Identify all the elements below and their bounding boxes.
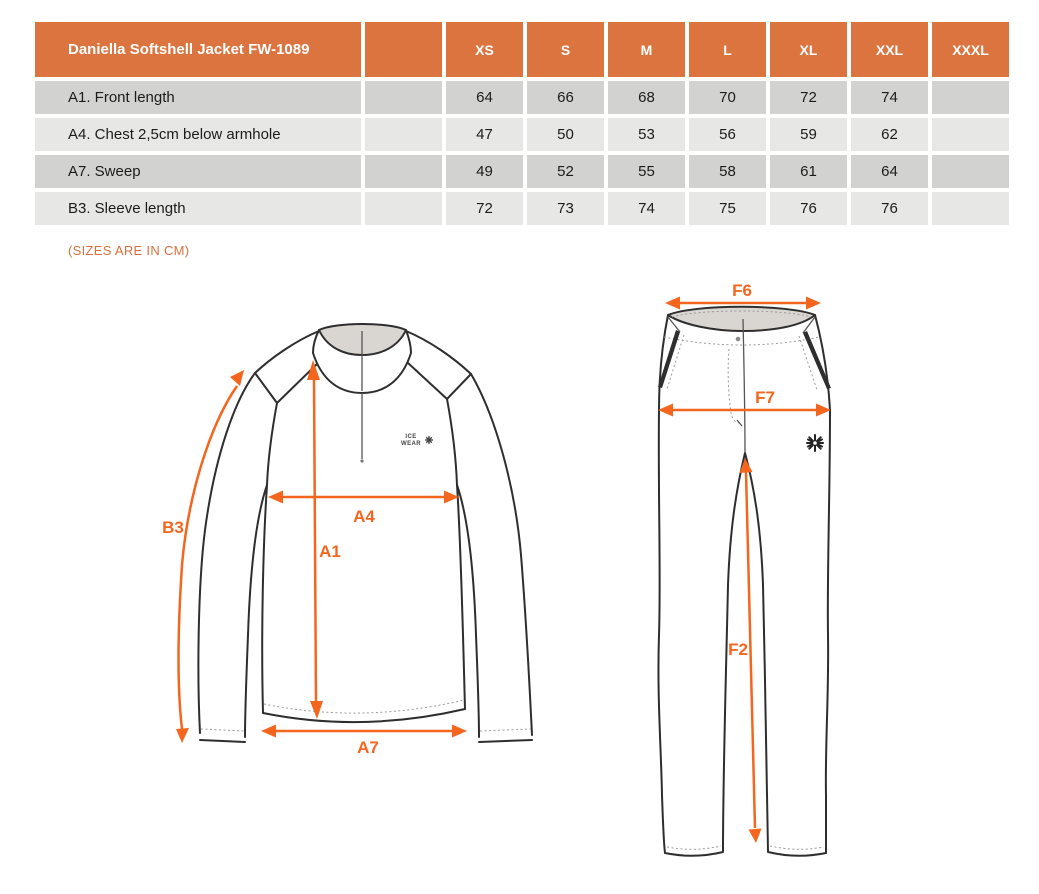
a4-label: A4 (353, 507, 375, 526)
spacer-cell (365, 155, 442, 188)
right-cuff-edge (479, 740, 532, 742)
icewear-logo (401, 434, 433, 447)
left-shoulder-panel-seam (255, 364, 317, 403)
left-shoulder-line (255, 331, 319, 373)
size-table (35, 22, 1009, 225)
value-cell: 76 (770, 192, 847, 225)
a7-label: A7 (357, 738, 379, 757)
left-hem (665, 852, 723, 856)
right-outer-leg (826, 410, 830, 853)
a7-arrow (261, 725, 467, 738)
left-sleeve-inner (245, 485, 267, 737)
fly-stitch (728, 349, 739, 423)
body-right-side (457, 485, 465, 709)
waist-opening (668, 307, 815, 331)
pants-measurement-diagram (615, 275, 1039, 880)
a4-arrow (268, 491, 459, 504)
value-cell: 49 (446, 155, 523, 188)
right-sleeve-inner (457, 485, 479, 737)
hem-line (263, 709, 465, 722)
spacer-cell (365, 118, 442, 151)
spacer-cell (365, 81, 442, 114)
spacer-cell (365, 192, 442, 225)
value-cell: 58 (689, 155, 766, 188)
row-label-chest: A4. Chest 2,5cm below armhole (35, 118, 361, 151)
svg-text:WEAR: WEAR (401, 441, 421, 447)
value-cell (932, 155, 1009, 188)
value-cell: 72 (446, 192, 523, 225)
value-cell: 61 (770, 155, 847, 188)
value-cell: 64 (851, 155, 928, 188)
center-front-seam (743, 319, 745, 453)
right-shoulder-panel-seam (408, 363, 471, 399)
left-cuff-stitch (201, 729, 244, 731)
value-cell: 56 (689, 118, 766, 151)
size-header-m: M (608, 22, 685, 77)
value-cell: 74 (851, 81, 928, 114)
left-hem-stitch (667, 846, 721, 849)
value-cell: 70 (689, 81, 766, 114)
row-label-sweep: A7. Sweep (35, 155, 361, 188)
hem-stitch (264, 700, 464, 713)
f2-label: F2 (728, 640, 748, 659)
right-hem-stitch (770, 846, 824, 849)
svg-text:ICE: ICE (405, 434, 417, 440)
value-cell: 62 (851, 118, 928, 151)
size-header-xl: XL (770, 22, 847, 77)
right-pocket (799, 317, 831, 390)
waistband-stitch (664, 337, 820, 345)
b3-label: B3 (162, 518, 184, 537)
product-title: Daniella Softshell Jacket FW-1089 (35, 22, 361, 77)
value-cell: 68 (608, 81, 685, 114)
value-cell: 72 (770, 81, 847, 114)
value-cell: 53 (608, 118, 685, 151)
f7-label: F7 (755, 388, 775, 407)
f6-label: F6 (732, 281, 752, 300)
waist-button (736, 337, 741, 342)
right-inner-leg (745, 453, 768, 851)
a1-label: A1 (319, 542, 341, 561)
value-cell (932, 192, 1009, 225)
sizes-in-cm-note: (SIZES ARE IN CM) (68, 243, 190, 258)
a1-arrow (307, 360, 323, 719)
right-shoulder-line (406, 331, 471, 374)
value-cell: 66 (527, 81, 604, 114)
size-header-xxxl: XXXL (932, 22, 1009, 77)
fly-bartack (737, 420, 742, 426)
logo-snowflake-icon (425, 436, 433, 444)
value-cell: 55 (608, 155, 685, 188)
row-label-sleeve-length: B3. Sleeve length (35, 192, 361, 225)
right-cuff-stitch (480, 729, 531, 731)
left-outer-leg (658, 410, 665, 853)
left-cuff-edge (200, 740, 245, 742)
value-cell (932, 81, 1009, 114)
jacket-measurement-diagram (140, 285, 590, 765)
left-raglan-seam (267, 403, 277, 485)
value-cell (932, 118, 1009, 151)
value-cell: 74 (608, 192, 685, 225)
size-header-s: S (527, 22, 604, 77)
size-header-xs: XS (446, 22, 523, 77)
header-spacer-cell (365, 22, 442, 77)
row-label-front-length: A1. Front length (35, 81, 361, 114)
b3-arrow (176, 370, 244, 743)
zipper-pull (360, 459, 363, 462)
value-cell: 47 (446, 118, 523, 151)
value-cell: 59 (770, 118, 847, 151)
size-header-xxl: XXL (851, 22, 928, 77)
right-sleeve-outer (471, 374, 532, 735)
body-left-side (262, 485, 267, 713)
value-cell: 52 (527, 155, 604, 188)
size-header-l: L (689, 22, 766, 77)
right-hem (768, 852, 826, 856)
value-cell: 75 (689, 192, 766, 225)
value-cell: 73 (527, 192, 604, 225)
snowflake-icon (807, 435, 823, 451)
value-cell: 64 (446, 81, 523, 114)
value-cell: 76 (851, 192, 928, 225)
right-raglan-seam (447, 399, 457, 485)
value-cell: 50 (527, 118, 604, 151)
